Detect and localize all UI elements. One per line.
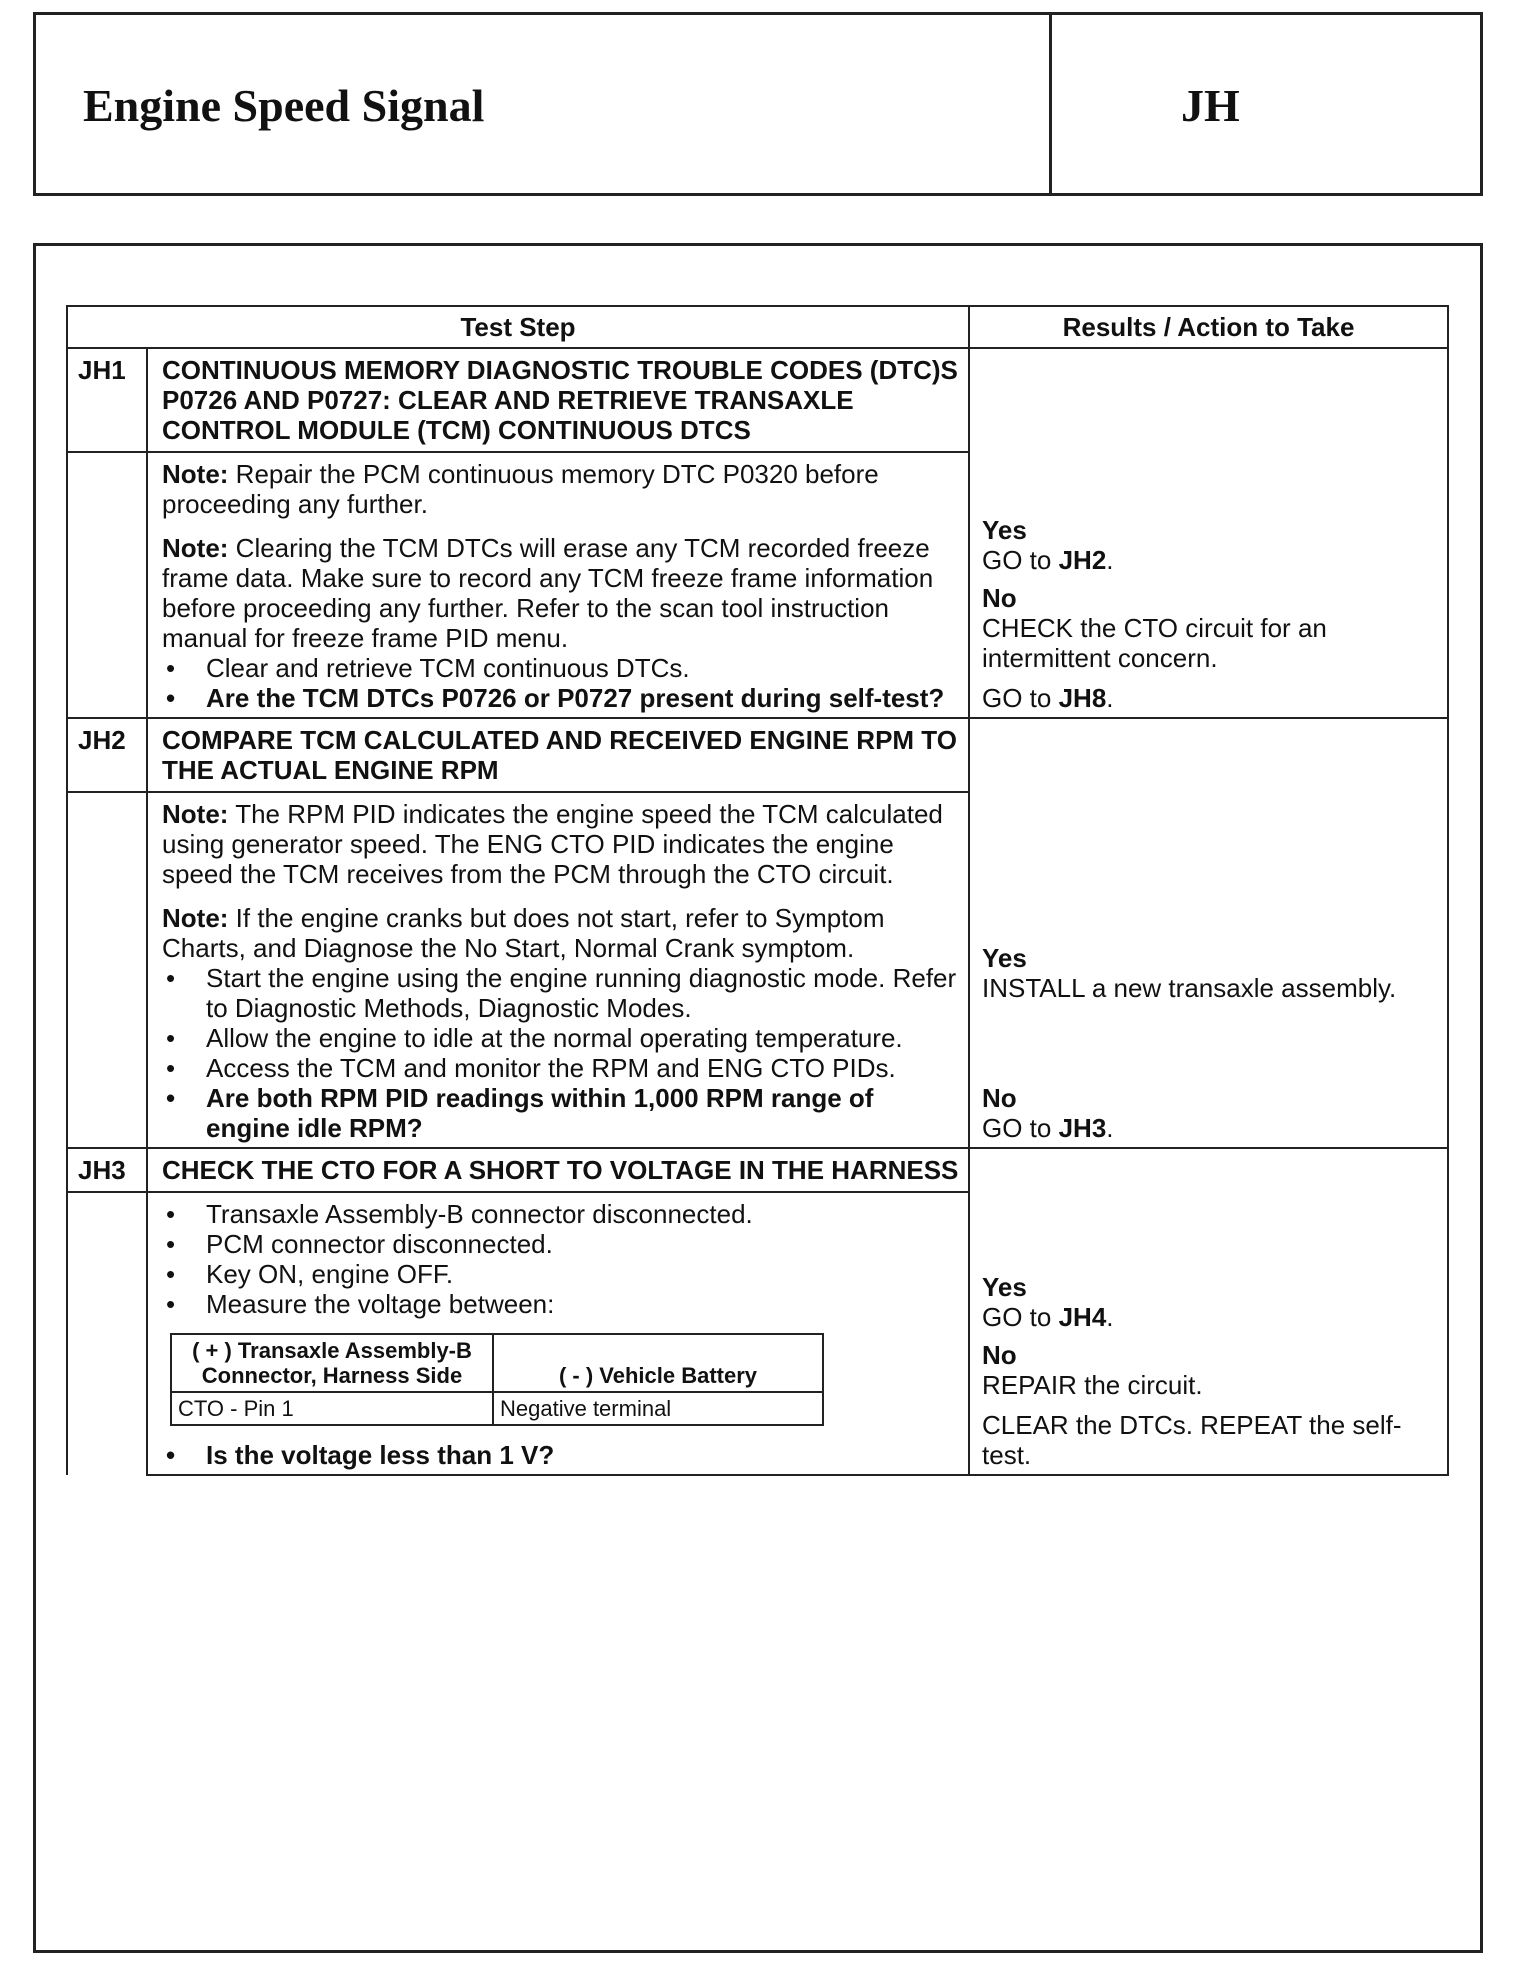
step-list: [162, 653, 960, 713]
no-goto: GO to JH8.: [982, 683, 1114, 713]
note: Note: The RPM PID indicates the engine speed the TCM calculated using generator speed. The ENG CTO PID indicates the engine speed the TCM receives from the PCM through the CTO circuit.: [162, 799, 943, 889]
measurement-header-negative: ( - ) Vehicle Battery: [493, 1334, 823, 1392]
list-item: • Key ON, engine OFF.: [206, 1259, 960, 1289]
measurement-table: [170, 1333, 824, 1426]
step-body: [147, 792, 969, 1148]
step-body: [147, 1192, 969, 1475]
test-step-header: Test Step: [67, 306, 969, 348]
section-code: JH: [1181, 80, 1240, 131]
step-list: [162, 1440, 960, 1470]
step-title-row: [67, 718, 1448, 792]
step-question: • Are the TCM DTCs P0726 or P0727 present during self-test?: [206, 683, 960, 713]
no-label: No: [982, 1083, 1017, 1113]
yes-action: GO to JH4.: [982, 1302, 1114, 1332]
yes-label: Yes: [982, 515, 1027, 545]
note: Note: Clearing the TCM DTCs will erase any TCM recorded freeze frame data. Make sure to record any TCM freeze frame information before proceeding any further. Refer to the scan tool instruction manual for freeze frame PID menu.: [162, 533, 934, 653]
step-reference: JH8: [1058, 683, 1107, 713]
list-item: • Clear and retrieve TCM continuous DTCs.: [206, 653, 960, 683]
step-title: CHECK THE CTO FOR A SHORT TO VOLTAGE IN THE HARNESS: [147, 1148, 969, 1192]
step-title-row: [67, 1148, 1448, 1192]
step-list: [162, 1199, 960, 1319]
measurement-cell: CTO - Pin 1: [171, 1392, 493, 1425]
step-id: JH3: [67, 1148, 147, 1192]
no-action: REPAIR the circuit.: [982, 1370, 1203, 1400]
table-header-row: [67, 306, 1448, 348]
measurement-header-positive: ( + ) Transaxle Assembly-B Connector, Harness Side: [171, 1334, 493, 1392]
measurement-cell: Negative terminal: [493, 1392, 823, 1425]
step-id: JH1: [67, 348, 147, 452]
test-step-table: [66, 305, 1449, 1476]
step-results: [969, 718, 1448, 1148]
step-list: [162, 963, 960, 1143]
no-action: CHECK the CTO circuit for an intermittent concern.: [982, 613, 1327, 673]
yes-action: INSTALL a new transaxle assembly.: [982, 973, 1397, 1003]
step-id: JH2: [67, 718, 147, 792]
header-divider: [1049, 15, 1052, 193]
no-label: No: [982, 583, 1017, 613]
no-action: GO to JH3.: [982, 1113, 1114, 1143]
list-item: • Start the engine using the engine running diagnostic mode. Refer to Diagnostic Methods, Diagnostic Modes.: [206, 963, 960, 1023]
no-label: No: [982, 1340, 1017, 1370]
list-item: • Allow the engine to idle at the normal operating temperature.: [206, 1023, 960, 1053]
step-results: [969, 348, 1448, 718]
yes-label: Yes: [982, 1272, 1027, 1302]
list-item: • Access the TCM and monitor the RPM and ENG CTO PIDs.: [206, 1053, 960, 1083]
step-reference: JH2: [1058, 545, 1107, 575]
list-item: • Transaxle Assembly-B connector disconnected.: [206, 1199, 960, 1229]
note: Note: If the engine cranks but does not start, refer to Symptom Charts, and Diagnose the No Start, Normal Crank symptom.: [162, 903, 885, 963]
step-question: • Are both RPM PID readings within 1,000 RPM range of engine idle RPM?: [206, 1083, 960, 1143]
results-header: Results / Action to Take: [969, 306, 1448, 348]
step-title-row: [67, 348, 1448, 452]
step-title: COMPARE TCM CALCULATED AND RECEIVED ENGINE RPM TO THE ACTUAL ENGINE RPM: [147, 718, 969, 792]
step-question: • Is the voltage less than 1 V?: [206, 1440, 960, 1470]
step-reference: JH4: [1058, 1302, 1107, 1332]
header-box: [33, 12, 1483, 196]
list-item: • Measure the voltage between:: [206, 1289, 960, 1319]
page-title: Engine Speed Signal: [83, 80, 485, 131]
step-results: [969, 1148, 1448, 1475]
step-title: CONTINUOUS MEMORY DIAGNOSTIC TROUBLE CODES (DTC)S P0726 AND P0727: CLEAR AND RETRIEVE TRANSAXLE CONTROL MODULE (TCM) CONTINUOUS DTCS: [147, 348, 969, 452]
yes-action: GO to JH2.: [982, 545, 1114, 575]
no-action-followup: CLEAR the DTCs. REPEAT the self-test.: [982, 1410, 1402, 1470]
note: Note: Repair the PCM continuous memory DTC P0320 before proceeding any further.: [162, 459, 879, 519]
step-reference: JH3: [1058, 1113, 1107, 1143]
step-body: [147, 452, 969, 718]
yes-label: Yes: [982, 943, 1027, 973]
list-item: • PCM connector disconnected.: [206, 1229, 960, 1259]
